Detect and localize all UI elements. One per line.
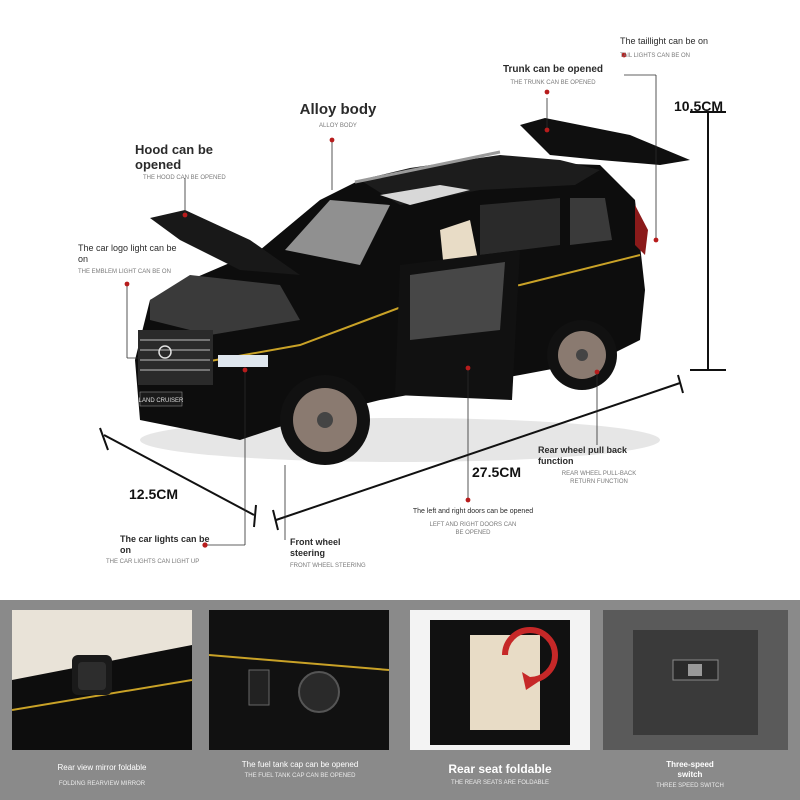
callout-doors: [398, 508, 548, 537]
red-dot-marker: [466, 498, 471, 503]
side-window-rear: [480, 198, 560, 255]
feature-title: Rear seat foldable: [448, 762, 552, 776]
callout-title: The car logo light can be on: [78, 243, 177, 264]
fuel-cap-image: [209, 610, 389, 750]
callout-title: The left and right doors can be opened: [412, 508, 534, 515]
callout-rear-wheel: [538, 445, 648, 486]
feature-panel-fuel-cap: [209, 610, 389, 750]
callout-title: Trunk can be opened: [502, 64, 604, 75]
feature-caption-mirror: [12, 763, 192, 787]
callout-title: Hood can be opened: [135, 142, 214, 172]
callout-logo-light: [78, 243, 198, 276]
switch-image: [603, 610, 788, 750]
rear-seat-image: [410, 610, 590, 750]
callout-sub: THE HOOD CAN BE OPENED: [143, 175, 226, 181]
feature-band: [0, 600, 800, 800]
feature-panel-switch: [603, 610, 788, 750]
dimension-height: 10.5CM: [674, 98, 724, 114]
feature-title: The fuel tank cap can be opened: [241, 760, 359, 769]
callout-sub: LEFT AND RIGHT DOORS CAN BE OPENED: [429, 522, 517, 536]
callout-title: Rear wheel pull back function: [538, 445, 628, 466]
feature-panel-mirror: [12, 610, 192, 750]
open-trunk: [520, 118, 690, 165]
red-dot-marker: [545, 128, 550, 133]
red-dot-marker: [654, 238, 659, 243]
dimension-length: 27.5CM: [472, 464, 522, 480]
callout-steering: [290, 537, 390, 570]
callout-sub: THE EMBLEM LIGHT CAN BE ON: [78, 269, 171, 275]
red-dot-marker: [183, 213, 188, 218]
red-dot-marker: [466, 366, 471, 371]
red-dot-marker: [125, 282, 130, 287]
rear-quarter-window: [570, 198, 612, 245]
callout-sub: ALLOY BODY: [319, 123, 357, 129]
headlight: [218, 355, 268, 367]
feature-title: Three-speed switch: [666, 760, 714, 779]
callout-sub: THE CAR LIGHTS CAN LIGHT UP: [106, 559, 200, 565]
rear-wheel: [547, 320, 617, 390]
callout-sub: FRONT WHEEL STEERING: [290, 563, 366, 569]
feature-caption-switch: [640, 760, 740, 789]
mirror-image: [12, 610, 192, 750]
feature-sub: FOLDING REARVIEW MIRROR: [58, 781, 146, 787]
callout-sub: REAR WHEEL PULL-BACK RETURN FUNCTION: [561, 471, 637, 485]
front-wheel: [280, 375, 370, 465]
callout-title: Front wheel steering: [290, 537, 341, 558]
callout-title: The taillight can be on: [620, 36, 709, 46]
feature-sub: THREE SPEED SWITCH: [656, 783, 724, 789]
feature-caption-rear-seat: [410, 762, 590, 786]
front-grille: [138, 330, 213, 385]
car-badge-text: LAND CRUISER: [138, 398, 184, 404]
callout-title: Alloy body: [299, 101, 377, 118]
feature-sub: THE REAR SEATS ARE FOLDABLE: [451, 780, 549, 786]
callout-car-lights: [106, 534, 226, 566]
red-dot-marker: [243, 368, 248, 373]
red-dot-marker: [545, 90, 550, 95]
feature-title: Rear view mirror foldable: [57, 763, 147, 772]
callout-sub: TAIL LIGHTS CAN BE ON: [620, 53, 691, 59]
callout-hood: [135, 142, 235, 182]
red-dot-marker: [595, 370, 600, 375]
feature-sub: THE FUEL TANK CAP CAN BE OPENED: [244, 773, 356, 779]
feature-panel-rear-seat: [410, 610, 590, 750]
callout-taillight: [620, 36, 720, 60]
callout-alloy: [293, 101, 383, 130]
callout-title: The car lights can be on: [120, 534, 210, 555]
feature-caption-fuel-cap: [235, 760, 365, 779]
callout-sub: THE TRUNK CAN BE OPENED: [510, 80, 596, 86]
dimension-width: 12.5CM: [129, 486, 179, 502]
callout-trunk: [488, 64, 618, 87]
red-dot-marker: [330, 138, 335, 143]
